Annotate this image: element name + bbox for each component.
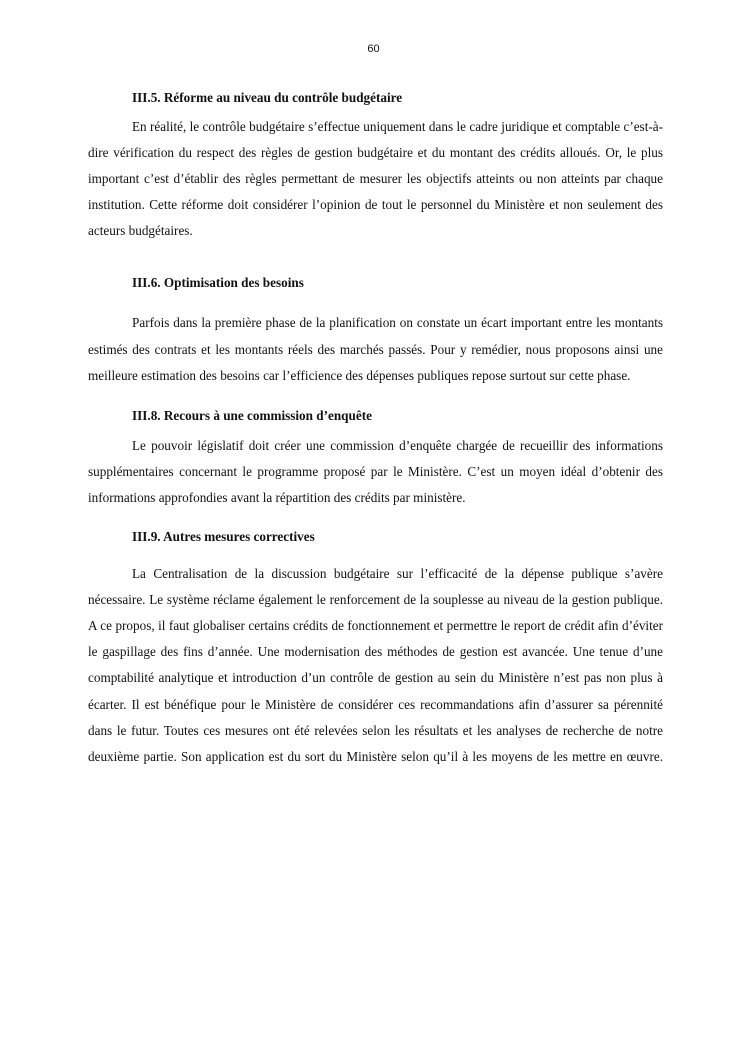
section-heading-reforme-controle: III.5. Réforme au niveau du contrôle budgétaire — [132, 90, 403, 105]
section-paragraph-reforme-controle: En réalité, le contrôle budgétaire s’effectue uniquement dans le cadre juridique et comptable c’est-à-dire vérification du respect des règles de gestion budgétaire et du montant des crédits alloués. Or, le plus important c’est d’établir des règles permettant de mesurer les objectifs atteints ou non atteints par chaque institution. Cette réforme doit considérer l’opinion de tout le personnel du Ministère et non seulement des acteurs budgétaires. — [88, 119, 663, 239]
document-body — [88, 84, 663, 770]
section-paragraph-autres-mesures: La Centralisation de la discussion budgétaire sur l’efficacité de la dépense publique s’avère nécessaire. Le système réclame également le renforcement de la souplesse au niveau de la gestion publique. A ce propos, il faut globaliser certains crédits de fonctionnement et permettre le report de crédit afin d’éviter le gaspillage des fins d’année. Une modernisation des méthodes de gestion est avancée. Une tenue d’une comptabilité analytique et introduction d’un contrôle de gestion au sein du Ministère n’est pas non plus à écarter. Il est bénéfique pour le Ministère de considérer ces recommandations afin d’assurer sa pérennité dans le futur. Toutes ces mesures ont été relevées selon les résultats et les analyses de recherche de notre deuxième partie. Son application est du sort du Ministère selon qu’il à les moyens de les mettre en œuvre. — [88, 566, 663, 764]
section-paragraph-commission-enquete: Le pouvoir législatif doit créer une commission d’enquête chargée de recueillir des informations supplémentaires concernant le programme proposé par le Ministère. C’est un moyen idéal d’obtenir des informations approfondies avant la répartition des crédits par ministère. — [88, 437, 663, 505]
section-paragraph-optimisation-besoins: Parfois dans la première phase de la planification on constate un écart important entre les montants estimés des contrats et les montants réels des marchés passés. Pour y remédier, nous proposons ainsi une meilleure estimation des besoins car l’efficience des dépenses publiques repose surtout sur cette phase. — [88, 315, 663, 383]
section-heading-optimisation-besoins: III.6. Optimisation des besoins — [132, 275, 304, 291]
section-heading-commission-enquete: III.8. Recours à une commission d’enquête — [132, 407, 372, 423]
section-heading-autres-mesures: III.9. Autres mesures correctives — [132, 529, 315, 545]
page-number: 60 — [367, 43, 380, 55]
